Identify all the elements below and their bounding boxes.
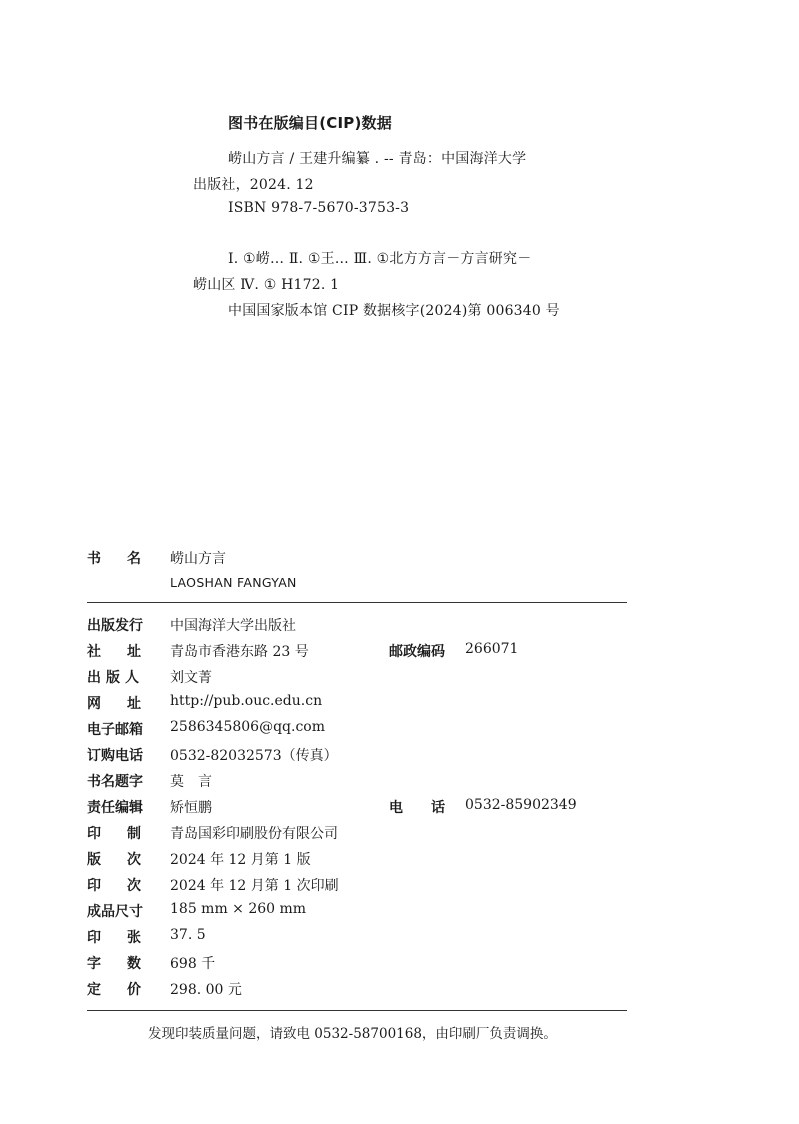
detail-label: 责任编辑 bbox=[87, 800, 143, 816]
cip-line-title-author: 崂山方言 / 王建升编纂 . -- 青岛：中国海洋大学 bbox=[228, 151, 527, 167]
book-name-label: 书名 bbox=[87, 551, 167, 567]
cip-line-publisher: 出版社，2024. 12 bbox=[193, 177, 314, 193]
detail-value: 2024 年 12 月第 1 次印刷 bbox=[170, 878, 339, 894]
detail-label: 订购电话 bbox=[87, 748, 143, 764]
detail-value: 中国海洋大学出版社 bbox=[170, 618, 296, 634]
detail-label: 印制 bbox=[87, 826, 167, 842]
detail-label: 印张 bbox=[87, 930, 167, 946]
detail-value: 莫 言 bbox=[170, 774, 212, 790]
book-name-english: LAOSHAN FANGYAN bbox=[170, 575, 297, 590]
cip-line-classification-cont: 崂山区 Ⅳ. ① H172. 1 bbox=[193, 277, 340, 293]
detail-label: 字数 bbox=[87, 956, 167, 972]
detail-label: 书名题字 bbox=[87, 774, 143, 790]
detail-value: 青岛国彩印刷股份有限公司 bbox=[170, 826, 338, 842]
detail-value: 2586345806@qq.com bbox=[170, 719, 325, 735]
detail-label: 印次 bbox=[87, 878, 167, 894]
detail-value: 185 mm × 260 mm bbox=[170, 901, 307, 917]
quality-notice: 发现印装质量问题，请致电 0532-58700168，由印刷厂负责调换。 bbox=[148, 1026, 557, 1042]
cip-line-isbn: ISBN 978-7-5670-3753-3 bbox=[228, 200, 410, 216]
detail-value: 2024 年 12 月第 1 版 bbox=[170, 852, 311, 868]
detail-value: 698 千 bbox=[170, 956, 216, 972]
detail-value: 青岛市香港东路 23 号 bbox=[170, 644, 309, 660]
detail-value: 0532-82032573（传真） bbox=[170, 748, 338, 764]
detail-value: 37. 5 bbox=[170, 927, 206, 943]
detail-label: 出版发行 bbox=[87, 618, 143, 634]
divider-bottom bbox=[87, 1010, 627, 1011]
detail-label: 社址 bbox=[87, 644, 167, 660]
detail-value: 刘文菁 bbox=[170, 670, 212, 686]
detail-value: 矫恒鹏 bbox=[170, 800, 212, 816]
detail-value: http://pub.ouc.edu.cn bbox=[170, 693, 323, 709]
cip-line-classification: Ⅰ. ①崂… Ⅱ. ①王… Ⅲ. ①北方方言－方言研究－ bbox=[228, 251, 532, 267]
postcode-label: 邮政编码 bbox=[389, 644, 445, 660]
cip-line-data-number: 中国国家版本馆 CIP 数据核字(2024)第 006340 号 bbox=[228, 303, 560, 319]
detail-label: 出版人 bbox=[87, 670, 144, 686]
postcode-value: 266071 bbox=[465, 641, 519, 657]
phone-value: 0532-85902349 bbox=[465, 797, 577, 813]
cip-title: 图书在版编目(CIP)数据 bbox=[228, 114, 392, 132]
detail-label: 成品尺寸 bbox=[87, 904, 143, 920]
detail-label: 网址 bbox=[87, 696, 167, 712]
detail-value: 298. 00 元 bbox=[170, 982, 242, 998]
detail-label: 电子邮箱 bbox=[87, 722, 143, 738]
phone-label: 电 话 bbox=[389, 800, 445, 816]
book-name-value: 崂山方言 bbox=[170, 551, 226, 567]
divider-top bbox=[87, 602, 627, 603]
detail-label: 定价 bbox=[87, 982, 167, 998]
detail-label: 版次 bbox=[87, 852, 167, 868]
